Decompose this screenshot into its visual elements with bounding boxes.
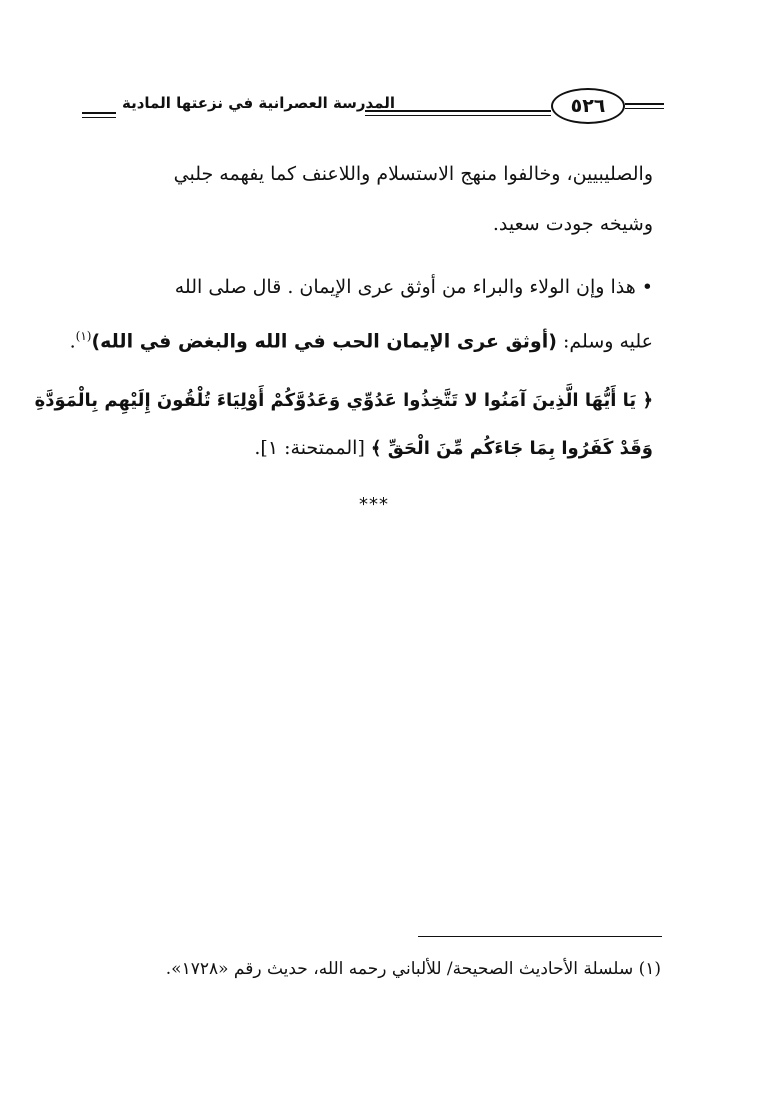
header-title: المدرسة العصرانية في نزعتها المادية: [122, 94, 395, 112]
page-number: ٥٢٦: [551, 88, 625, 124]
paragraph-1-line-1: والصليبيين، وخالفوا منهج الاستسلام واللاعنف كما يفهمه جلبي: [173, 163, 653, 185]
paragraph-2-line-2: [70, 322, 653, 355]
header-rule-middle: [365, 110, 551, 112]
header-rule-right-thin: [625, 108, 664, 109]
hadith-quote: (أوثق عرى الإيمان الحب في الله والبغض في الله): [91, 330, 557, 353]
section-separator: ***: [359, 494, 389, 515]
footnote-divider: [418, 936, 662, 937]
verse-citation: [الممتحنة: ١].: [254, 437, 371, 459]
verse-text-2: وَقَدْ كَفَرُوا بِمَا جَاءَكُم مِّنَ الْحَقِّ ﴾: [370, 438, 653, 459]
paragraph-2-prefix: عليه وسلم:: [556, 330, 653, 353]
header-rule-right: [625, 103, 664, 105]
running-header: [82, 86, 664, 130]
header-rule-middle-thin: [365, 115, 551, 116]
header-rule-left-thin: [82, 117, 116, 118]
paragraph-2-end: .: [69, 330, 76, 353]
verse-line-2: [254, 434, 653, 463]
verse-line-1: ﴿ يَا أَيُّهَا الَّذِينَ آمَنُوا لا تَتَّخِذُوا عَدُوِّي وَعَدُوَّكُمْ أَوْلِيَاءَ تُلْقُونَ إِلَيْهِم بِالْمَوَدَّةِ: [34, 390, 653, 411]
paragraph-1-line-2: وشيخه جودت سعيد.: [492, 213, 653, 235]
footnote-reference: (١): [75, 329, 92, 343]
footnote-text: (١) سلسلة الأحاديث الصحيحة/ للألباني رحمه الله، حديث رقم «١٧٢٨».: [165, 959, 661, 979]
header-rule-left: [82, 112, 116, 114]
paragraph-2-line-1: • هذا وإن الولاء والبراء من أوثق عرى الإيمان . قال صلى الله: [174, 276, 653, 298]
